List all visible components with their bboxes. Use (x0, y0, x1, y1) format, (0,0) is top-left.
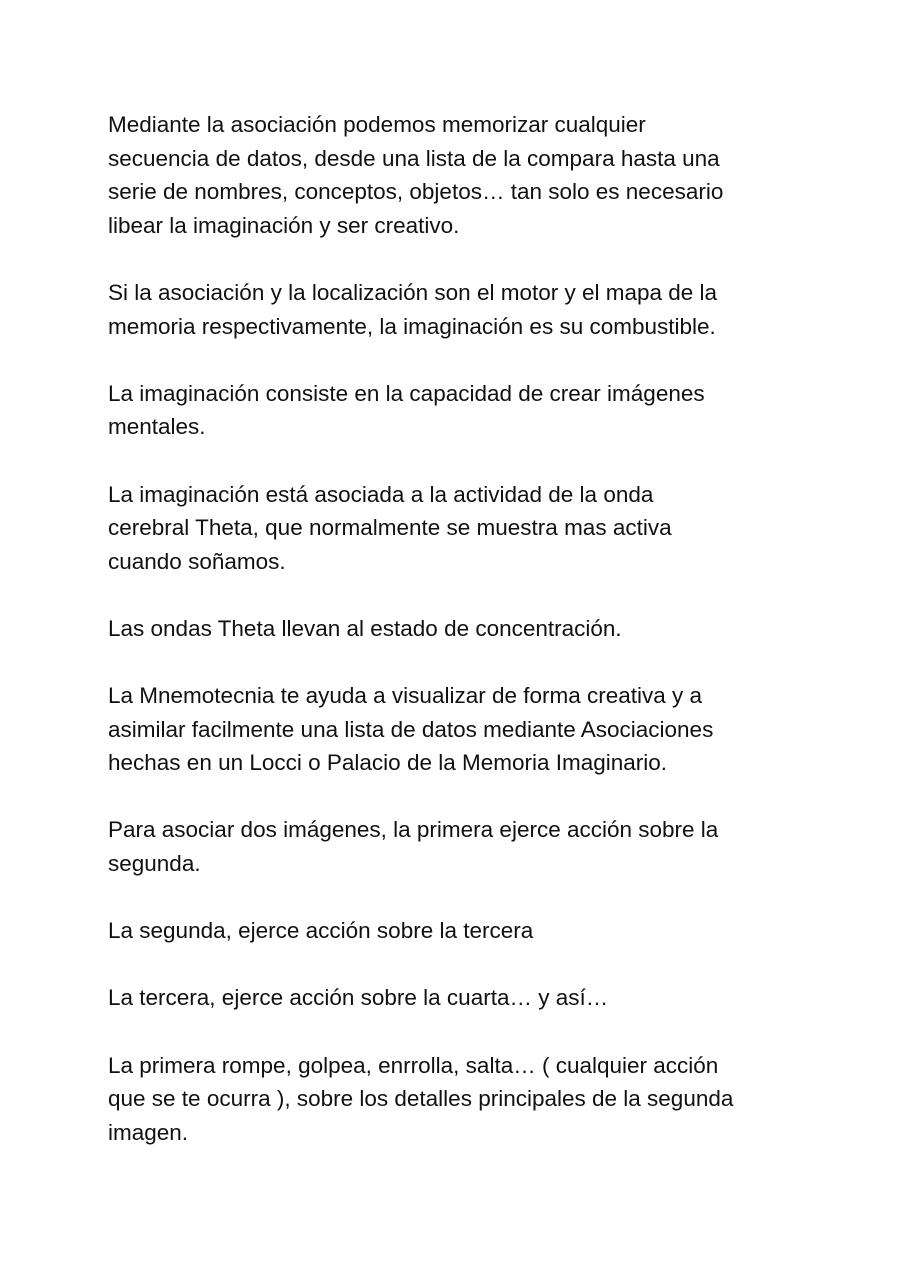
paragraph-10: La primera rompe, golpea, enrrolla, salta… ( cualquier acción que se te ocurra ), sobre los detalles principales de la segunda imagen. (108, 1052, 734, 1145)
paragraph-4: La imaginación está asociada a la actividad de la onda cerebral Theta, que normalmente se muestra mas activa cuando soñamos. (108, 481, 672, 574)
document-body (108, 108, 808, 1149)
paragraph-3: La imaginación consiste en la capacidad de crear imágenes mentales. (108, 380, 705, 440)
paragraph-9: La tercera, ejerce acción sobre la cuarta… y así… (108, 985, 609, 1011)
paragraph-5: Las ondas Theta llevan al estado de concentración. (108, 615, 622, 641)
paragraph-8: La segunda, ejerce acción sobre la tercera (108, 918, 534, 944)
paragraph-2: Si la asociación y la localización son el motor y el mapa de la memoria respectivamente, la imaginación es su combustible. (108, 279, 718, 339)
paragraph-6: La Mnemotecnia te ayuda a visualizar de forma creativa y a asimilar facilmente una lista de datos mediante Asociaciones hechas en un Locci o Palacio de la Memoria Imaginario. (108, 683, 714, 776)
paragraph-1: Mediante la asociación podemos memorizar cualquier secuencia de datos, desde una lista de la compara hasta una serie de nombres, conceptos, objetos… tan solo es necesario libear la imaginación y ser creativo. (108, 112, 724, 238)
paragraph-7: Para asociar dos imágenes, la primera ejerce acción sobre la segunda. (108, 817, 719, 877)
